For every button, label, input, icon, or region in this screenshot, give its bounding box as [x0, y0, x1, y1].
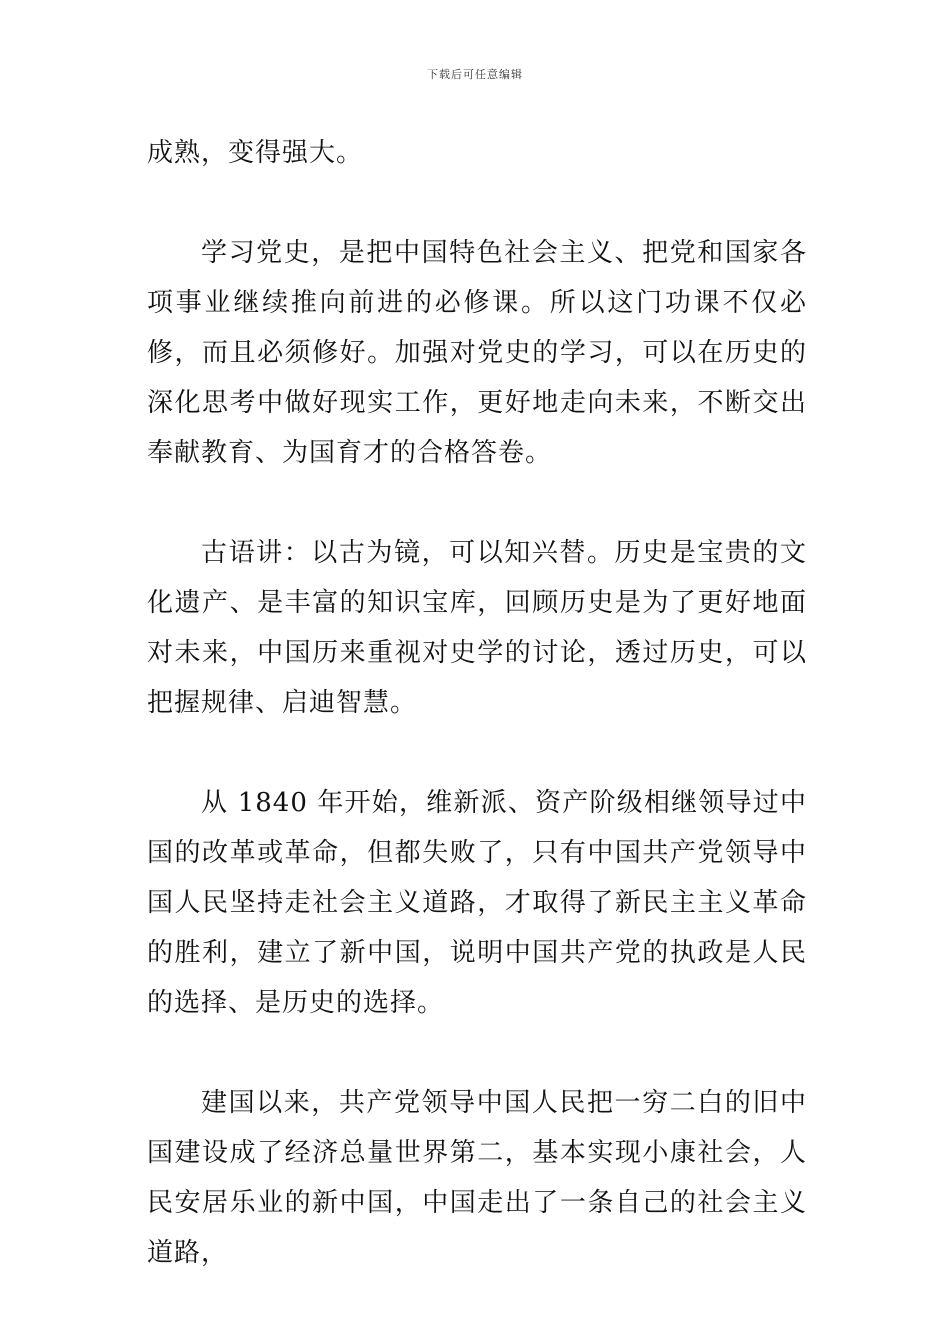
paragraph-study-party-history: 学习党史，是把中国特色社会主义、把党和国家各项事业继续推向前进的必修课。所以这门功课不仅必修，而且必须修好。加强对党史的学习，可以在历史的深化思考中做好现实工作，更好地走向未来，不断交出奉献教育、为国育才的合格答卷。 [147, 238, 807, 468]
paragraph-since-1840: 从 1840 年开始，维新派、资产阶级相继领导过中国的改革或革命，但都失败了，只有中国共产党领导中国人民坚持走社会主义道路，才取得了新民主主义革命的胜利，建立了新中国，说明中国共产党的执政是人民的选择、是历史的选择。 [147, 788, 807, 1018]
document-body [147, 128, 807, 1278]
paragraph-ancient-saying: 古语讲：以古为镜，可以知兴替。历史是宝贵的文化遗产、是丰富的知识宝库，回顾历史是为了更好地面对未来，中国历来重视对史学的讨论，透过历史，可以把握规律、启迪智慧。 [147, 538, 807, 718]
paragraph-continuation: 成熟，变得强大。 [147, 138, 364, 168]
page-header-note: 下载后可任意编辑 [427, 68, 523, 81]
paragraph-since-founding: 建国以来，共产党领导中国人民把一穷二白的旧中国建设成了经济总量世界第二，基本实现小康社会，人民安居乐业的新中国，中国走出了一条自己的社会主义道路， [147, 1088, 807, 1268]
